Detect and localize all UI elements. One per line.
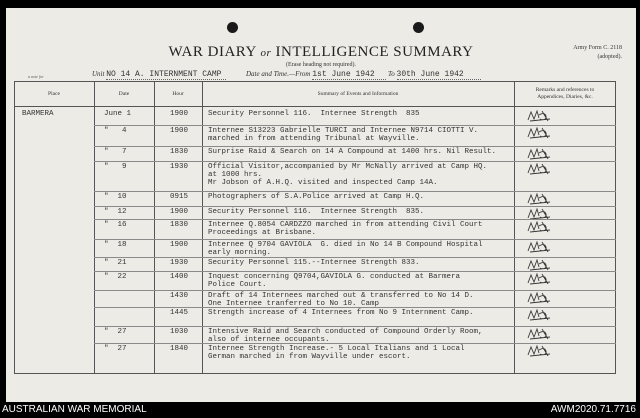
initials-text: WH: [526, 220, 528, 221]
row-date: " 21: [104, 259, 127, 267]
table-row: [14, 308, 616, 327]
row-date: " 12: [104, 208, 127, 216]
date-to-value: 30th June 1942: [397, 70, 481, 80]
table-row: [14, 272, 616, 291]
table-row: [14, 240, 616, 258]
army-form-adopted: (adopted).: [597, 54, 622, 60]
table-row: [14, 162, 616, 192]
form-subtitle: (Erase heading not required).: [286, 62, 356, 68]
initials-text: WH: [526, 291, 528, 292]
initials-signature: [526, 240, 552, 254]
row-summary: Internee Strength Increase.- 5 Local Italians and 1 Local German marched in from Wayville under escort.: [208, 345, 465, 361]
row-summary: Security Personnel 116. Internee Strength 835: [208, 110, 420, 118]
signature-stroke: [528, 310, 550, 320]
header-place: Place: [48, 90, 60, 97]
title-intelligence-summary: INTELLIGENCE SUMMARY: [275, 44, 474, 60]
initials-signature: [526, 147, 552, 161]
initials-signature: [526, 192, 552, 206]
instructions-note: a note for: [28, 74, 44, 79]
army-form-label: [573, 44, 622, 62]
table-row: [14, 109, 616, 126]
row-date: " 9: [104, 163, 127, 171]
row-summary: Security Personnel 116. Internee Strength 835.: [208, 208, 425, 216]
date-range-label: Date and Time.—From: [246, 70, 311, 78]
signature-stroke: [528, 274, 550, 284]
row-summary: Internee S13223 Gabrielle TURCI and Internee N9714 CIOTTI V. marched in from attending Tribunal at Wayville.: [208, 127, 479, 143]
initials-signature: [526, 109, 552, 123]
row-date: " 27: [104, 345, 127, 353]
initials-text: WH: [526, 258, 528, 259]
signature-stroke: [528, 164, 550, 174]
initials-signature: [526, 308, 552, 322]
initials-text: WH: [526, 344, 528, 345]
row-summary: Security Personnel 115.--Internee Strength 833.: [208, 259, 420, 267]
form-title: [6, 44, 636, 61]
signature-stroke: [528, 293, 550, 303]
initials-signature: [526, 327, 552, 341]
unit-field: [92, 70, 226, 80]
initials-text: WH: [526, 327, 528, 328]
row-date: " 7: [104, 148, 127, 156]
signature-stroke: [528, 194, 550, 204]
footer-institution: AUSTRALIAN WAR MEMORIAL: [2, 404, 147, 415]
row-summary: Intensive Raid and Search conducted of Compound Orderly Room, also of internee occupants.: [208, 328, 483, 344]
signature-stroke: [528, 149, 550, 159]
initials-text: WH: [526, 192, 528, 193]
table-row: [14, 220, 616, 240]
row-hour: 1400: [170, 273, 189, 281]
row-hour: 1930: [170, 163, 189, 171]
row-hour: 1900: [170, 241, 189, 249]
row-hour: 1900: [170, 208, 189, 216]
row-summary: Internee Q 9704 GAVIOLA G. died in No 14 B Compound Hospital early morning.: [208, 241, 483, 257]
initials-text: WH: [526, 272, 528, 273]
initials-signature: [526, 344, 552, 358]
row-hour: 1840: [170, 345, 189, 353]
row-date: " 10: [104, 193, 127, 201]
row-hour: 0915: [170, 193, 189, 201]
row-summary: Official Visitor,accompanied by Mr McNally arrived at Camp HQ. at 1000 hrs. Mr Jobson of A.H.Q. visited and inspected Camp 14A.: [208, 163, 488, 187]
signature-stroke: [528, 209, 550, 219]
row-hour: 1900: [170, 127, 189, 135]
title-war-diary: WAR DIARY: [168, 44, 257, 60]
signature-stroke: [528, 346, 550, 356]
header-hour: Hour: [172, 90, 184, 97]
row-summary: Photographers of S.A.Police arrived at Camp H.Q.: [208, 193, 425, 201]
row-hour: 1430: [170, 292, 189, 300]
row-summary: Internee Q.8054 CARDZZO marched in from attending Civil Court Proceedings at Brisbane.: [208, 221, 483, 237]
signature-stroke: [528, 128, 550, 138]
initials-signature: [526, 126, 552, 140]
initials-text: WH: [526, 109, 528, 110]
initials-signature: [526, 162, 552, 176]
row-date: " 4: [104, 127, 127, 135]
row-hour: 1830: [170, 221, 189, 229]
row-hour: 1900: [170, 110, 189, 118]
footer-accession-number: AWM2020.71.7716: [550, 404, 636, 415]
date-range-field: [246, 70, 481, 80]
table-row: [14, 344, 616, 374]
initials-text: WH: [526, 308, 528, 309]
table-row: [14, 291, 616, 308]
table-row: [14, 258, 616, 272]
row-hour: 1930: [170, 259, 189, 267]
row-date: " 27: [104, 328, 127, 336]
table-row: [14, 147, 616, 162]
army-form-number: Army Form C. 2118: [573, 45, 622, 51]
punch-hole: [227, 22, 238, 33]
signature-stroke: [528, 260, 550, 270]
date-to-label: To: [388, 70, 395, 78]
initials-text: WH: [526, 240, 528, 241]
initials-signature: [526, 272, 552, 286]
signature-stroke: [528, 329, 550, 339]
row-hour: 1830: [170, 148, 189, 156]
signature-stroke: [528, 222, 550, 232]
initials-text: WH: [526, 147, 528, 148]
row-summary: Draft of 14 Internees marched out & transferred to No 14 D. One Internee tranferred to No 10. Camp: [208, 292, 474, 308]
initials-text: WH: [526, 126, 528, 127]
header-summary: Summary of Events and Information: [317, 90, 399, 97]
row-date: " 22: [104, 273, 127, 281]
signature-stroke: [528, 111, 550, 121]
row-summary: Strength increase of 4 Internees from No 9 Internment Camp.: [208, 309, 474, 317]
initials-text: WH: [526, 162, 528, 163]
punch-hole: [413, 22, 424, 33]
table-row: [14, 192, 616, 207]
row-summary: Surprise Raid & Search on 14 A Compound at 1400 hrs. Nil Result.: [208, 148, 497, 156]
header-date: Date: [118, 90, 130, 97]
row-date: " 18: [104, 241, 127, 249]
initials-signature: [526, 220, 552, 234]
row-date: " 16: [104, 221, 127, 229]
signature-stroke: [528, 242, 550, 252]
row-date: June 1: [104, 110, 132, 118]
unit-value: NO 14 A. INTERNMENT CAMP: [106, 70, 226, 80]
unit-label: Unit: [92, 70, 105, 78]
table-row: [14, 126, 616, 147]
table-row: [14, 327, 616, 344]
initials-signature: [526, 291, 552, 305]
row-hour: 1445: [170, 309, 189, 317]
initials-signature: [526, 258, 552, 272]
date-from-value: 1st June 1942: [312, 70, 386, 80]
row-hour: 1030: [170, 328, 189, 336]
row-place: BARMERA: [22, 110, 54, 118]
header-remarks: Remarks and references to Appendices, Diaries, &c.: [535, 87, 595, 100]
table-row: [14, 207, 616, 220]
initials-text: WH: [526, 207, 528, 208]
table-header: [14, 81, 616, 107]
row-summary: Inquest concerning Q9704,GAVIOLA G. conducted at Barmera Police Court.: [208, 273, 461, 289]
title-or: or: [260, 47, 272, 59]
